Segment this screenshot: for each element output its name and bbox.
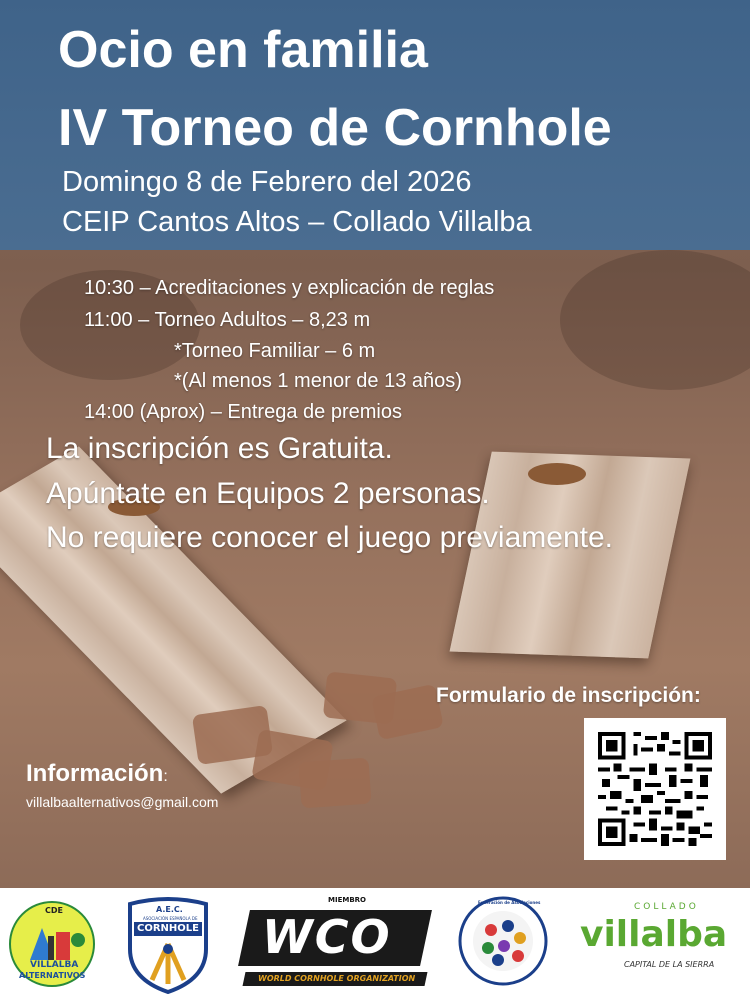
wco-member-label: MIEMBRO xyxy=(328,896,366,904)
highlight-free: La inscripción es Gratuita. xyxy=(46,432,393,465)
villalba-mark: villalba xyxy=(580,914,728,955)
wco-mark: WCO xyxy=(262,910,392,964)
schedule-item: 14:00 (Aprox) – Entrega de premios xyxy=(84,401,402,423)
event-venue: CEIP Cantos Altos – Collado Villalba xyxy=(62,206,532,238)
fedaa-seal-icon xyxy=(458,896,548,986)
bean-bag xyxy=(298,758,371,809)
aec-acronym: A.E.C. xyxy=(156,905,183,914)
aec-name: CORNHOLE xyxy=(137,923,199,934)
schedule-item: *Torneo Familiar – 6 m xyxy=(174,340,376,362)
schedule-item: *(Al menos 1 menor de 13 años) xyxy=(174,370,462,392)
info-colon: : xyxy=(163,768,168,785)
collado-villalba-logo xyxy=(576,902,746,990)
registration-label: Formulario de inscripción: xyxy=(436,684,701,707)
title-line2: IV Torneo de Cornhole xyxy=(58,99,612,157)
schedule-item: 10:30 – Acreditaciones y explicación de reglas xyxy=(84,277,495,299)
registration-qr-code[interactable] xyxy=(584,718,726,860)
info-email[interactable]: villalbaalternativos@gmail.com xyxy=(26,794,219,810)
villalba-top: COLLADO xyxy=(634,902,699,912)
title-line1: Ocio en familia xyxy=(58,21,428,79)
board-hole-right xyxy=(528,463,586,485)
cde-label: CDE xyxy=(45,906,63,915)
cde-villalba-alternativos-logo xyxy=(8,900,96,988)
event-date: Domingo 8 de Febrero del 2026 xyxy=(62,166,472,198)
sponsor-logos xyxy=(0,888,750,1000)
info-label: Información xyxy=(26,760,164,787)
fedaa-name: Federación de Asociaciones xyxy=(478,900,541,905)
qr-code-icon xyxy=(598,732,712,846)
highlight-no-experience: No requiere conocer el juego previamente. xyxy=(46,521,613,554)
fedaa-logo xyxy=(458,896,548,986)
cde-name-line1: VILLALBA xyxy=(30,960,79,970)
highlight-teams: Apúntate en Equipos 2 personas. xyxy=(46,477,490,510)
info-heading xyxy=(26,760,168,788)
cde-name-line2: ALTERNATIVOS xyxy=(19,971,86,980)
background-tree xyxy=(560,250,750,390)
villalba-tagline: CAPITAL DE LA SIERRA xyxy=(624,960,715,969)
schedule-item: 11:00 – Torneo Adultos – 8,23 m xyxy=(84,309,371,331)
aec-cornhole-logo xyxy=(122,894,214,994)
aec-subtitle: ASOCIACIÓN ESPAÑOLA DE xyxy=(143,916,198,921)
wco-name: WORLD CORNHOLE ORGANIZATION xyxy=(258,974,416,983)
wco-logo xyxy=(240,896,430,992)
